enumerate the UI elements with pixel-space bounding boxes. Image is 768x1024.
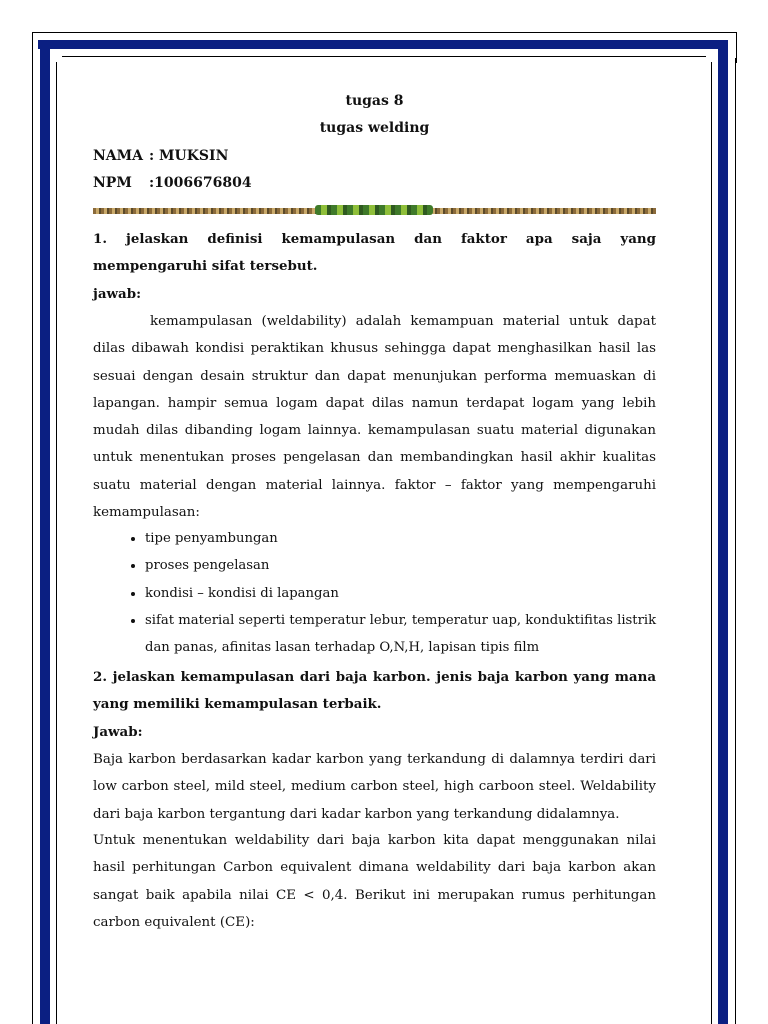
question-1: 1. jelaskan definisi kemampulasan dan faktor apa saja yang mempengaruhi sifat tersebut.	[93, 231, 656, 275]
border-outer-right-line	[735, 58, 737, 1024]
list-item: • tipe penyambungan	[145, 525, 676, 552]
leaf-ornament	[315, 205, 433, 215]
list-item: • kondisi – kondisi di lapangan	[145, 580, 676, 607]
answer-2-paragraph-2: Untuk menentukan weldability dari baja karbon kita dapat menggunakan nilai hasil perhitungan Carbon equivalent dimana weldability dari baja karbon akan sangat baik apabila nilai CE < 0,4. Berikut ini merupakan rumus perhitungan carbon equivalent (CE):	[93, 833, 656, 930]
name-field	[93, 148, 228, 164]
answer-1-label: jawab:	[93, 286, 142, 302]
decorative-divider	[93, 208, 656, 214]
list-item: • proses pengelasan	[145, 552, 676, 579]
answer-1-paragraph: kemampulasan (weldability) adalah kemampuan material untuk dapat dilas dibawah kondisi peraktikan khusus sehingga dapat menghasilkan hasil las sesuai dengan desain struktur dan dapat menunjukan performa memuaskan di lapangan. hampir semua logam dapat dilas namun terdapat logam yang lebih mudah dilas dibanding logam lainnya. kemampulasan suatu material digunakan untuk menentukan proses pengelasan dan membandingkan hasil akhir kualitas suatu material dengan material lainnya. faktor – faktor yang mempengaruhi kemampulasan:	[93, 314, 656, 521]
npm-label: NPM	[93, 175, 132, 191]
border-inner-right-line	[711, 62, 713, 1024]
name-label: NAMA	[93, 148, 144, 164]
doc-title: tugas 8	[345, 93, 404, 109]
answer-2-paragraph-1: Baja karbon berdasarkan kadar karbon yang terkandung di dalamnya terdiri dari low carbon steel, mild steel, medium carbon steel, high carboon steel. Weldability dari baja karbon tergantung dari kadar karbon yang terkandung didalamnya.	[93, 752, 656, 822]
border-left-bar	[40, 40, 50, 1024]
border-right-bar	[718, 40, 728, 1024]
border-inner-top-line	[62, 56, 706, 58]
border-corner-top-right	[706, 32, 737, 63]
npm-field	[93, 175, 252, 191]
border-top-bar	[38, 40, 728, 49]
doc-subtitle: tugas welding	[319, 120, 430, 136]
border-inner-left-line	[56, 62, 58, 1024]
border-corner-top-left	[32, 32, 63, 63]
npm-value: :1006676804	[149, 175, 252, 191]
name-value: : MUKSIN	[149, 148, 229, 164]
border-outer-left-line	[32, 58, 34, 1024]
list-item: • sifat material seperti temperatur lebur, temperatur uap, konduktifitas listrik dan panas, afinitas lasan terhadap O,N,H, lapisan tipis film	[145, 607, 676, 662]
answer-2-label: Jawab:	[93, 724, 143, 740]
factor-list	[125, 525, 676, 661]
question-2: 2. jelaskan kemampulasan dari baja karbon. jenis baja karbon yang mana yang memiliki kemampulasan terbaik.	[93, 669, 656, 713]
border-top-line	[58, 32, 710, 34]
